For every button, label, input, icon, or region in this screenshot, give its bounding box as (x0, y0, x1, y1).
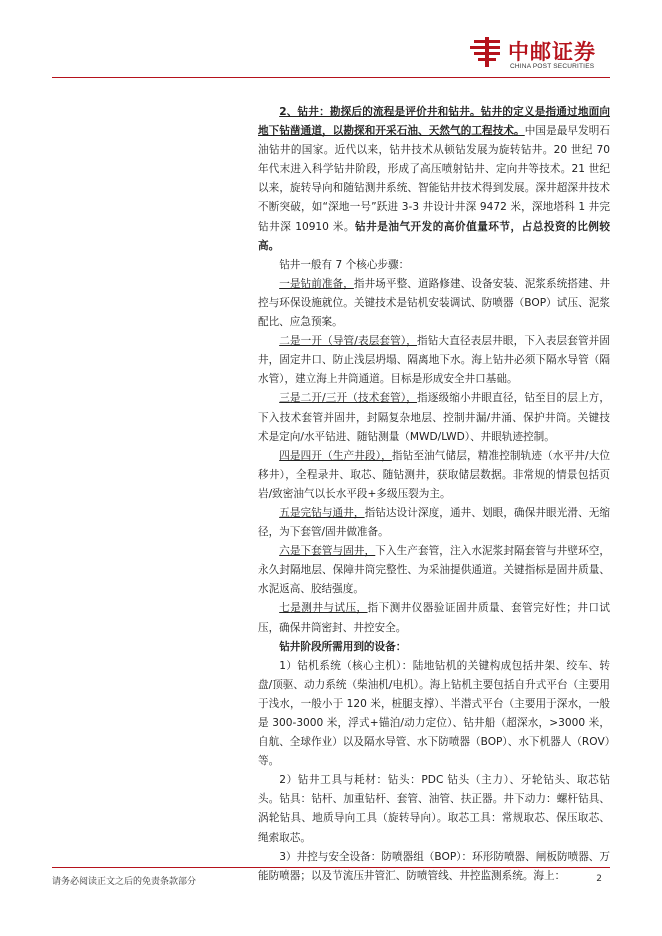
step-title: 七是测井与试压， (279, 602, 368, 615)
equipment-heading: 钻井阶段所需用到的设备： (279, 640, 407, 653)
steps-intro: 钻井一般有 7 个核心步骤： (279, 258, 410, 271)
equipment-paragraph: 3）井控与安全设备：防喷器组（BOP）：环形防喷器、闸板防喷器、万能防喷器；以及节流压井管汇、防喷管线、井控监测系统。海上： (258, 850, 610, 882)
step-title: 五是完钻与通井， (279, 506, 365, 519)
step-text: 下入生产套管，注入水泥浆封隔套管与井壁环空，永久封隔地层、保障井筒完整性、为采油提供通道。关键指标是固井质量、水泥返高、胶结强度。 (258, 545, 611, 596)
step-text: 指钻大直径表层井眼，下入表层套管并固井，固定井口、防止浅层坍塌、隔离地下水。海上钻井必须下隔水导管（隔水管），建立海上井筒通道。目标是形成安全井口基础。 (258, 335, 610, 386)
page-number: 2 (596, 874, 602, 884)
step-text: 指下测井仪器验证固井质量、套管完好性；井口试压，确保井筒密封、井控安全。 (258, 602, 611, 634)
step-paragraph (258, 447, 610, 504)
disclaimer-note: 请务必阅读正文之后的免责条款部分 (52, 877, 197, 887)
step-paragraph (258, 599, 610, 637)
step-paragraph (258, 332, 610, 389)
step-paragraph (258, 389, 610, 446)
step-title: 一是钻前准备， (279, 277, 354, 290)
drilling-section-conclusion: 钻井是油气开发的高价值量环节，占总投资的比例较高。 (258, 220, 611, 252)
step-text: 指钻达设计深度，通井、划眼，确保井眼光滑、无缩径，为下套管/固井做准备。 (258, 506, 611, 539)
step-title: 三是二开/三开（技术套管）， (279, 392, 418, 405)
equipment-paragraph: 1）钻机系统（核心主机）：陆地钻机的关键构成包括井架、绞车、转盘/顶驱、动力系统（柴油机/电机）。海上钻机主要包括自升式平台（主要用于浅水，一般小于 120 米，桩腿支撑）、半潜式平台（主要用于深水，一般是 300-3000 米，浮式+锚泊/动力定位）、钻井船（超深水，>3000 米，自航、全球作业）以及隔水导管、水下防喷器（BOP）、水下机器人（ROV）等。 (258, 659, 610, 768)
step-text: 指钻至油气储层，精准控制轨迹（水平井/大位移井），全程录井、取芯、随钻测井，获取储层数据。非常规的情景包括页岩/致密油气以长水平段+多级压裂为主。 (258, 449, 610, 500)
footer-divider (52, 867, 610, 868)
step-paragraph (258, 275, 610, 332)
step-title: 二是一开（导管/表层套管）， (279, 335, 418, 348)
china-post-logo-icon (470, 37, 504, 67)
step-paragraph (258, 504, 610, 542)
drilling-section-paragraph (258, 103, 610, 256)
step-title: 四是四开（生产井段）， (279, 449, 392, 462)
brand-name-en: CHINA POST SECURITIES (510, 63, 595, 70)
step-paragraph (258, 542, 610, 599)
drilling-section-lead: 2、钻井：勘探后的流程是评价井和钻井。钻井的定义是指通过地面向地下钻凿通道，以勘探和开采石油、天然气的工程技术。 (258, 106, 610, 138)
equipment-paragraph: 2）钻井工具与耗材：钻头：PDC 钻头（主力）、牙轮钻头、取芯钻头。钻具：钻杆、加重钻杆、套管、油管、扶正器。井下动力：螺杆钻具、涡轮钻具、地质导向工具（旋转导向）。取芯工具：常规取芯、保压取芯、绳索取芯。 (258, 774, 610, 844)
step-title: 六是下套管与固井， (279, 545, 376, 558)
step-text: 指井场平整、道路修建、设备安装、泥浆系统搭建、井控与环保设施就位。关键技术是钻机安装调试、防喷器（BOP）试压、泥浆配比、应急预案。 (258, 277, 610, 329)
header-divider (52, 77, 610, 78)
step-text: 指逐级缩小井眼直径，钻至目的层上方，下入技术套管并固井，封隔复杂地层、控制井漏/井涌、保护井筒。关键技术是定向/水平钻进、随钻测量（MWD/LWD）、井眼轨迹控制。 (258, 392, 610, 443)
report-body (258, 103, 610, 886)
page-header (0, 0, 662, 80)
drilling-section-text: 中国是最早发明石油钻井的国家。近代以来，钻井技术从顿钻发展为旋转钻井。20 世纪 70 年代末进入科学钻井阶段，形成了高压喷射钻井、定向井等技术。21 世纪以来，旋转导向和随钻测井系统、智能钻井技术得到发展。深井超深井技术不断突破，如“深地一号”跃进 3-3 井设计井深 9472 米，深地塔科 1 井完钻井深 10910 米。 (258, 125, 611, 233)
brand-name-cn: 中邮证券 (508, 40, 596, 64)
